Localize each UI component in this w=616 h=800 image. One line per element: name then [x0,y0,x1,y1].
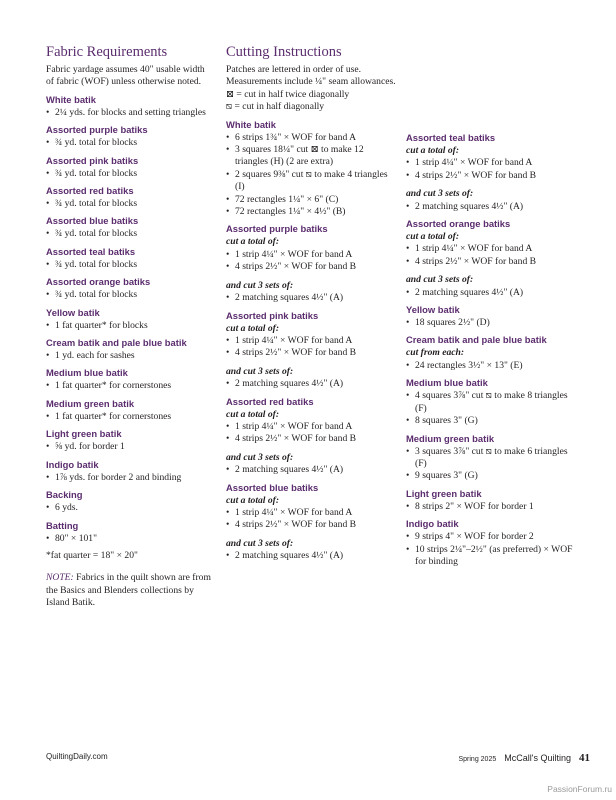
cutting-items [226,249,398,274]
cutting-items [226,507,398,532]
list-item: • 1 yd. each for sashes [46,350,214,362]
cutting-items [406,531,580,568]
list-item: • 72 rectangles 1¼" × 6" (C) [226,194,398,206]
list-item: • 9 squares 3" (G) [406,470,580,482]
cutting-section-head: Assorted orange batiks [406,218,511,230]
cutting-items [406,287,580,299]
cutting-items [406,317,580,329]
fabric-section-items [46,289,214,301]
cutting-items [406,390,580,427]
cutting-items [226,550,398,562]
fabric-section-items [46,198,214,210]
cutting-subhead: cut a total of: [226,322,280,334]
footer-magazine: McCall's Quilting [504,753,571,763]
cutting-section-head: Assorted blue batiks [226,481,319,493]
cutting-subhead: and cut 3 sets of: [406,188,474,200]
cutting-section-head: Medium green batik [406,432,495,444]
list-item: • 1 fat quarter* for cornerstones [46,380,214,392]
cutting-items [406,360,580,372]
cutting-subhead: cut a total of: [406,231,460,243]
fabric-section-head: Assorted orange batiks [46,276,151,288]
fabric-section-items [46,137,214,149]
fabric-section-head: Backing [46,489,83,501]
list-item: • ¾ yd. total for blocks [46,289,214,301]
watermark: PassionForum.ru [547,784,612,794]
cutting-subhead: and cut 3 sets of: [406,274,474,286]
footer-info [458,752,590,764]
fat-quarter-note: *fat quarter = 18" × 20" [46,549,138,561]
list-item: • 2 matching squares 4½" (A) [406,201,580,213]
list-item: • 1⅞ yds. for border 2 and binding [46,472,214,484]
list-item: • 6 yds. [46,502,214,514]
cutting-items [226,335,398,360]
cutting-section-head: Light green batik [406,487,482,499]
list-item: • ¾ yd. total for blocks [46,259,214,271]
fabric-section-items [46,472,214,484]
footer-issue: Spring 2025 [458,756,497,763]
list-item: • 2 matching squares 4½" (A) [226,550,398,562]
cutting-section-head: Indigo batik [406,518,459,530]
fabric-section-items [46,107,214,119]
cutting-subhead: cut a total of: [226,236,280,248]
cutting-section-head: Medium blue batik [406,377,488,389]
legend-cut-once: ⧅ = cut in half diagonally [226,101,325,113]
fabric-section-head: Batting [46,519,79,531]
cutting-subhead: cut a total of: [406,145,460,156]
fabric-section-head: White batik [46,93,97,105]
list-item: • ¾ yd. total for blocks [46,228,214,240]
fabric-section-items [46,502,214,514]
list-item: • 4 strips 2½" × WOF for band B [226,519,398,531]
fabric-section-head: Cream batik and pale blue batik [46,337,187,349]
footer-site: QuiltingDaily.com [46,752,108,761]
fabric-section-head: Assorted teal batiks [46,245,136,257]
cutting-subhead: and cut 3 sets of: [226,537,294,549]
fabric-section-head: Medium blue batik [46,367,128,379]
cutting-subhead: cut a total of: [226,494,280,506]
list-item: • 8 strips 2" × WOF for border 1 [406,501,580,513]
list-item: • ¾ yd. total for blocks [46,198,214,210]
list-item: • 10 strips 2¼"–2½" (as preferred) × WOF for binding [406,544,580,569]
cutting-items [406,201,580,213]
fabric-section-head: Medium green batik [46,397,135,409]
list-item: • ¾ yd. total for blocks [46,168,214,180]
list-item: • 2 matching squares 4½" (A) [406,287,580,299]
list-item: • 4 strips 2½" × WOF for band B [226,261,398,273]
list-item: • 1 fat quarter* for blocks [46,320,214,332]
page-number: 41 [579,752,590,764]
cutting-section-head: Assorted pink batiks [226,309,319,321]
fabric-section-items [46,259,214,271]
cutting-items [226,378,398,390]
cutting-section-head: Assorted red batiks [226,395,314,407]
list-item: • 8 squares 3" (G) [406,415,580,427]
cutting-subhead: and cut 3 sets of: [226,365,294,377]
list-item: • 2 matching squares 4½" (A) [226,378,398,390]
fabric-section-items [46,320,214,332]
legend-cut-twice: ⊠ = cut in half twice diagonally [226,88,350,100]
list-item: • 80" × 101" [46,533,214,545]
list-item: • 24 rectangles 3½" × 13" (E) [406,360,580,372]
list-item: • 72 rectangles 1¼" × 4½" (B) [226,206,398,218]
cutting-subhead: and cut 3 sets of: [226,279,294,291]
fabric-section-head: Assorted blue batiks [46,215,139,227]
cutting-instructions-continued [406,127,580,568]
fabric-section-head: Assorted red batiks [46,185,134,197]
cutting-items [406,243,580,268]
list-item: • 4 strips 2½" × WOF for band B [226,433,398,445]
cutting-section-head: Yellow batik [406,304,460,316]
fabric-intro: Fabric yardage assumes 40" usable width of fabric (WOF) unless otherwise noted. [46,64,205,88]
cutting-items [406,501,580,513]
note-label: NOTE: [46,572,74,584]
list-item: • 1 strip 4¼" × WOF for band A [406,243,580,255]
fabric-requirements-column [46,44,214,610]
list-item: • 1 strip 4¼" × WOF for band A [226,249,398,261]
list-item: • 3 squares 3⅞" cut ⧅ to make 6 triangles (F) [406,446,580,471]
list-item: • 2 matching squares 4½" (A) [226,464,398,476]
cutting-items [226,421,398,446]
cutting-items [226,464,398,476]
cutting-list-left [226,119,398,563]
fabric-requirements-title: Fabric Requirements [46,44,168,60]
list-item: • 4 strips 2½" × WOF for band B [226,347,398,359]
list-item: • 6 strips 1¾" × WOF for band A [226,132,398,144]
list-item: • 3 squares 18¼" cut ⊠ to make 12 triangles (H) (2 are extra) [226,144,398,169]
list-item: • 4 strips 2½" × WOF for band B [406,256,580,268]
fabric-section-head: Assorted purple batiks [46,124,148,136]
fabric-section-items [46,168,214,180]
cutting-instructions-column [226,44,398,563]
list-item: • 1 strip 4¼" × WOF for band A [226,335,398,347]
cutting-items [226,292,398,304]
fabric-section-head: Indigo batik [46,458,99,470]
cutting-intro-2: Measurements include ¼" seam allowances. [226,76,396,88]
list-item: • 1 strip 4¼" × WOF for band A [226,507,398,519]
note-text: Fabrics in the quilt shown are from the Basics and Blenders collections by Island Batik. [46,572,211,609]
cutting-items [226,132,398,219]
list-item: • 1 strip 4¼" × WOF for band A [406,157,580,169]
cutting-list-right [406,132,580,568]
list-item: • 2 squares 9⅜" cut ⧅ to make 4 triangles (I) [226,169,398,194]
fabric-section-items [46,228,214,240]
cutting-subhead: and cut 3 sets of: [226,451,294,463]
list-item: • 18 squares 2½" (D) [406,317,580,329]
list-item: • 9 strips 4" × WOF for border 2 [406,531,580,543]
cutting-section-head: White batik [226,118,277,130]
list-item: • 4 strips 2½" × WOF for band B [406,170,580,182]
fabric-section-items [46,350,214,362]
cutting-section-head: Cream batik and pale blue batik [406,334,547,346]
fabric-note [46,572,214,609]
cutting-instructions-title: Cutting Instructions [226,44,342,60]
cutting-subhead: cut from each: [406,347,465,359]
fabric-section-items [46,533,214,545]
fabric-section-head: Light green batik [46,428,122,440]
cutting-items [406,157,580,182]
list-item: • 1 fat quarter* for cornerstones [46,411,214,423]
cutting-items [406,446,580,483]
cutting-subhead: cut a total of: [226,408,280,420]
cutting-section-head: Assorted teal batiks [406,132,496,143]
cutting-section-head: Assorted purple batiks [226,223,328,235]
list-item: • 1 strip 4¼" × WOF for band A [226,421,398,433]
list-item: • 4 squares 3⅞" cut ⧅ to make 8 triangles (F) [406,390,580,415]
fabric-section-items [46,380,214,392]
fabric-section-items [46,411,214,423]
list-item: • 2¼ yds. for blocks and setting triangles [46,107,214,119]
list-item: • 2 matching squares 4½" (A) [226,292,398,304]
fabric-list [46,94,214,545]
fabric-section-items [46,441,214,453]
fabric-section-head: Yellow batik [46,306,100,318]
cutting-intro-1: Patches are lettered in order of use. [226,64,362,75]
fabric-section-head: Assorted pink batiks [46,154,139,166]
list-item: • ⅝ yd. for border 1 [46,441,214,453]
list-item: • ¾ yd. total for blocks [46,137,214,149]
